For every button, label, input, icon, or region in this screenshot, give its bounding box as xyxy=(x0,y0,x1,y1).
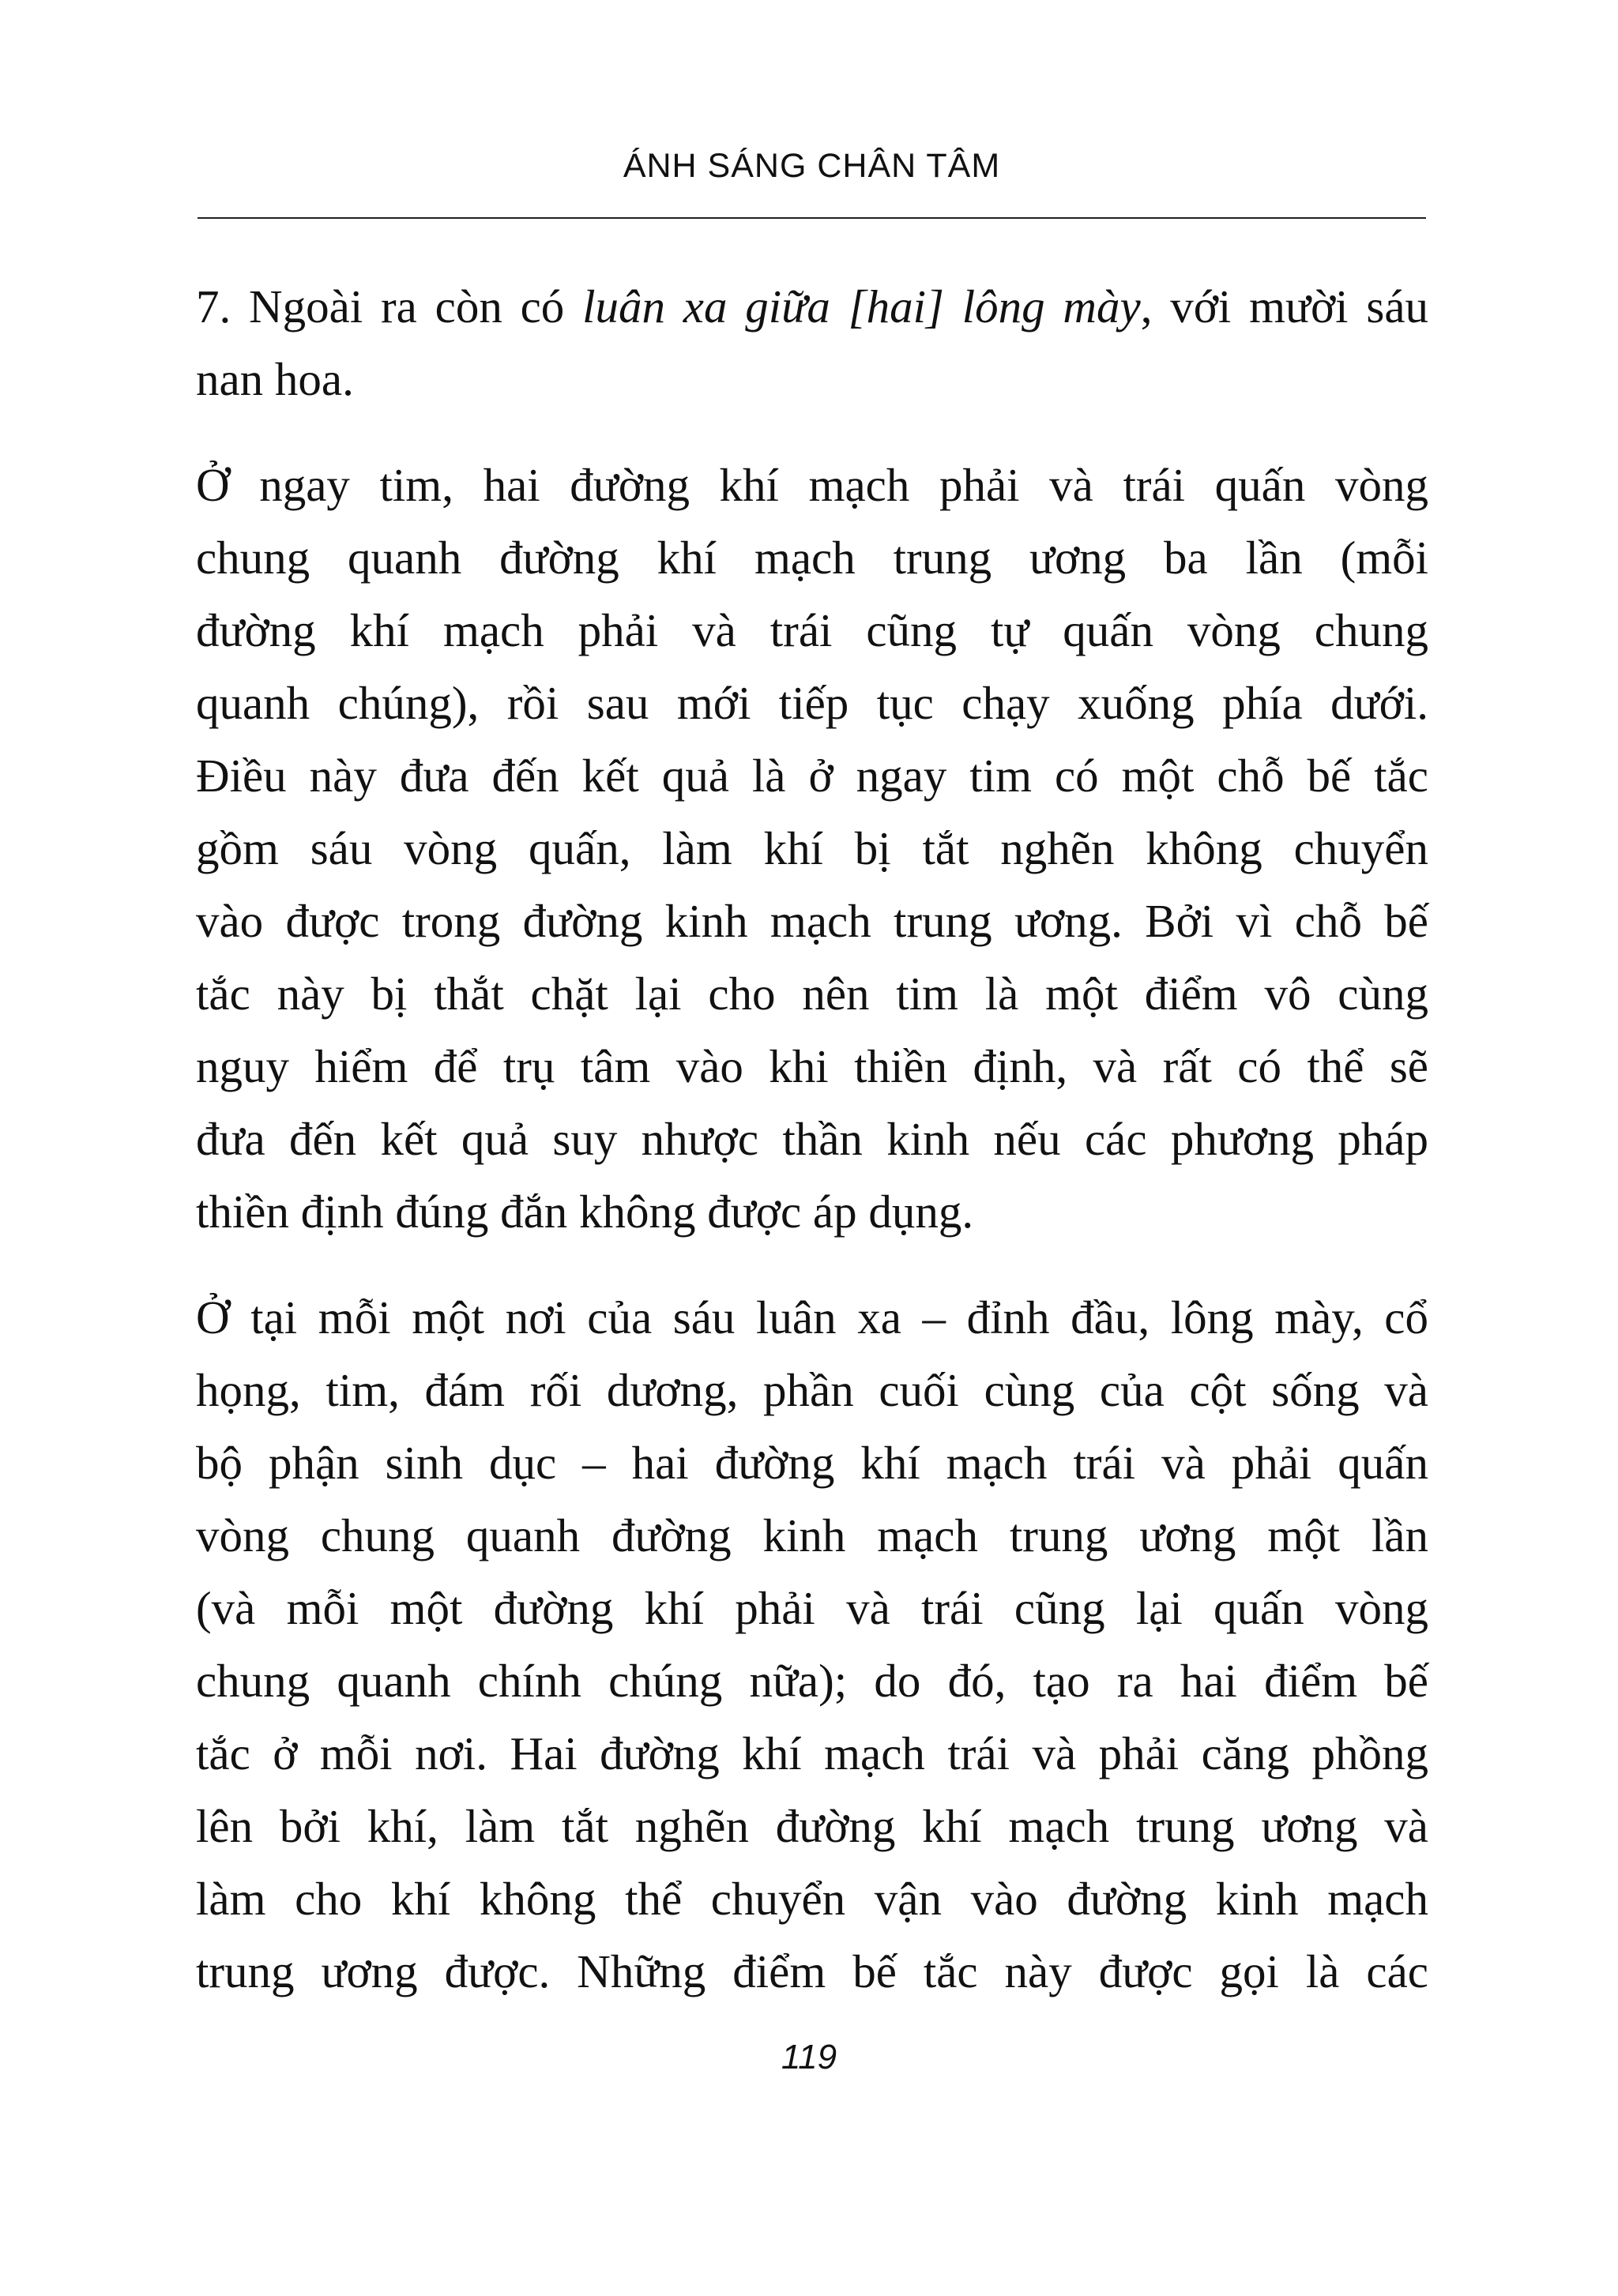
text-line: chung quanh chính chúng nữa); do đó, tạo ra hai điểm bế xyxy=(196,1655,1428,1707)
text-line-end: , với mười sáu xyxy=(1140,280,1429,333)
text-line: chung quanh đường khí mạch trung ương ba lần (mỗi xyxy=(196,532,1428,584)
text-line: vào được trong đường kinh mạch trung ương. Bởi vì chỗ bế xyxy=(196,895,1428,947)
text-line: nguy hiểm để trụ tâm vào khi thiền định, và rất có thể sẽ xyxy=(196,1040,1428,1092)
text-line xyxy=(196,270,1428,343)
text-line: thiền định đúng đắn không được áp dụng. xyxy=(196,1186,974,1238)
page-number: 119 xyxy=(781,2038,837,2076)
page-body xyxy=(196,270,1428,2041)
text-line: bộ phận sinh dục – hai đường khí mạch trái và phải quấn xyxy=(196,1437,1428,1489)
paragraph-chakra-item-7 xyxy=(196,270,1428,415)
text-line: tắc ở mỗi nơi. Hai đường khí mạch trái và phải căng phồng xyxy=(196,1727,1428,1779)
text-line: họng, tim, đám rối dương, phần cuối cùng của cột sống và xyxy=(196,1364,1428,1416)
text-line: Ở tại mỗi một nơi của sáu luân xa – đỉnh đầu, lông mày, cổ xyxy=(196,1291,1428,1343)
text-line: (và mỗi một đường khí phải và trái cũng lại quấn vòng xyxy=(196,1582,1428,1634)
text-line: tắc này bị thắt chặt lại cho nên tim là một điểm vô cùng xyxy=(196,968,1428,1020)
text-line: nan hoa. xyxy=(196,353,354,405)
running-header: ÁNH SÁNG CHÂN TÂM xyxy=(623,147,1001,185)
text-line: đường khí mạch phải và trái cũng tự quấn vòng chung xyxy=(196,604,1428,656)
text-line: Điều này đưa đến kết quả là ở ngay tim có một chỗ bế tắc xyxy=(196,750,1428,802)
emphasized-term: luân xa giữa [hai] lông mày xyxy=(582,280,1141,333)
text-line: gồm sáu vòng quấn, làm khí bị tắt nghẽn không chuyển xyxy=(196,822,1428,874)
header-divider xyxy=(198,217,1426,219)
text-line: vòng chung quanh đường kinh mạch trung ương một lần xyxy=(196,1509,1428,1561)
text-line: lên bởi khí, làm tắt nghẽn đường khí mạch trung ương và xyxy=(196,1800,1428,1852)
paragraph-heart xyxy=(196,449,1428,1248)
text-line: Ở ngay tim, hai đường khí mạch phải và trái quấn vòng xyxy=(196,459,1428,511)
text-line: đưa đến kết quả suy nhược thần kinh nếu các phương pháp xyxy=(196,1113,1428,1165)
paragraph-six-chakras xyxy=(196,1281,1428,2008)
text-line-start: 7. Ngoài ra còn có xyxy=(196,280,583,333)
text-line: trung ương được. Những điểm bế tắc này được gọi là các xyxy=(196,1945,1428,1997)
text-line: quanh chúng), rồi sau mới tiếp tục chạy xuống phía dưới. xyxy=(196,677,1428,729)
text-line: làm cho khí không thể chuyển vận vào đường kinh mạch xyxy=(196,1873,1428,1925)
